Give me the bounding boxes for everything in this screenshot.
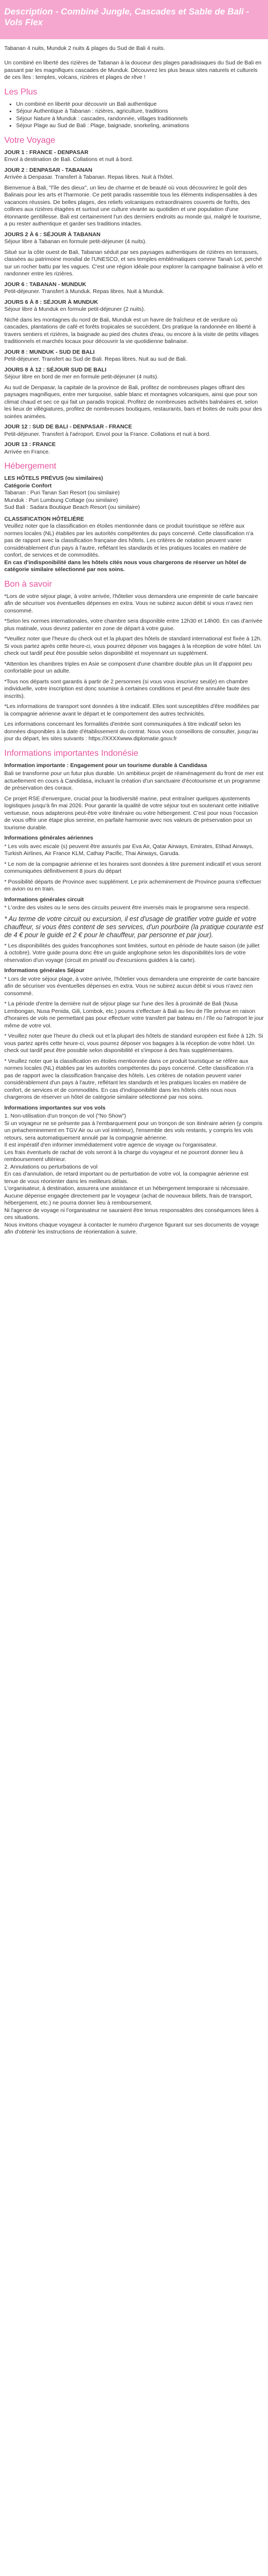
bon-paragraph: Les informations concernant les formalités d'entrée sont communiquées à titre indicatif selon les données disponibles à la date d'établissement du contrat. Nous vous conseillons de consulter, jusqu'au jour du départ, les sites suivants : https://XXXXwww.diplomatie.gouv.fr xyxy=(4,721,258,742)
info-paragraph: * La période d'entre la dernière nuit de séjour plage sur l'une des îles à proximité de Bali (Nusa Lembongan, Nusa Penida, Gili, Lombok, etc.) pourra s'effectuer à Bali au lieu de l'île prévue en raison d'horaires de vols ne permettant pas pour effectuer votre transfert par bateau en / l'île ou l'aéroport le jour même de votre vol. xyxy=(4,1001,264,1029)
day-text: Petit-déjeuner. Transfert à Munduk. Repas libres. Nuit à Munduk. xyxy=(4,289,165,295)
bon-paragraph: *Les informations de transport sont données à titre indicatif. Elles sont susceptibles d'être modifiées par la compagnie aérienne avant le départ et le comportement des autres technicités. xyxy=(4,704,259,717)
day-text: Séjour libre en bord de mer en formule petit-déjeuner (4 nuits). xyxy=(4,374,159,380)
day-title: JOUR 8 : MUNDUK - SUD DE BALI xyxy=(4,349,95,355)
day-text: Niché dans les montagnes du nord de Bali, Munduk est un havre de fraîcheur et de verdure où cascades, plantations de café et forêts tropicales se succèdent. Drs pratique la randonnée en liberté à travers sentiers et rizières, la baignade au pied des chutes d'eau, ou encore à la visite de petits villages traditionnels et marchés locaux pour découvrir la vie quotidienne balinaise. xyxy=(4,317,259,345)
day-title: JOUR 12 : SUD DE BALI - DENPASAR - FRANCE xyxy=(4,424,132,430)
bon-paragraph: *Attention les chambres triples en Asie se composent d'une chambre double plus un lit d'appoint peu confortable pour un adulte. xyxy=(4,661,252,674)
day-block xyxy=(4,441,264,456)
info-heading: Information importante : Engagement pour un tourisme durable à Candidasa xyxy=(4,762,207,769)
info-paragraph: * Au terme de votre circuit ou excursion, il est d'usage de gratifier votre guide et votre chauffeur, si vous êtes content de ses services, d'un pourboire (la pratique courante est de 4 € pour le guide et 2 € pour le chauffeur, par personne et par jour). xyxy=(4,915,264,939)
page-title: Description - Combiné Jungle, Cascades et Sable de Bali - Vols Flex xyxy=(4,7,249,27)
day-block xyxy=(4,281,264,296)
bon-paragraph: *Veuillez noter que l'heure du check out et la plupart des hôtels de standard international est fixée à 12h. Si vous partez après cette heure-ci, vous pourrez déposer vos bagages à la réception de votre hôtel. Un check out tardif peut être possible selon disponibilité et moyennant un supplément. xyxy=(4,636,262,656)
hotel-line: Sud Bali : Sadara Boutique Beach Resort (ou similaire) xyxy=(4,505,140,510)
content-body xyxy=(4,60,264,1239)
section-title-hebergement: Hébergement xyxy=(4,462,56,471)
day-block xyxy=(4,299,264,346)
plus-item: • Séjour Nature à Munduk : cascades, randonnée, villages traditionnels xyxy=(16,115,264,123)
info-heading: Informations générales Séjour xyxy=(4,968,85,974)
day-block xyxy=(4,231,264,278)
section-title-plus: Les Plus xyxy=(4,87,38,97)
info-paragraph: * L'ordre des visites ou le sens des circuits peuvent être inversés mais le programme sera respecté. xyxy=(4,905,250,911)
day-block xyxy=(4,367,264,421)
plus-item: • Séjour Authentique à Tabanan : rizières, agriculture, traditions xyxy=(16,108,264,115)
lead-text: Tabanan 4 nuits, Munduk 2 nuits & plages du Sud de Bali 4 nuits. xyxy=(4,46,165,52)
itinerary xyxy=(4,149,264,456)
day-text: Bienvenue à Bali, "l'île des dieux", un lieu de charme et de beauté où vous découvrirez le goût des Balinais pour les arts et l'harmonie. Ce petit paradis rassemble tous les éléments indispensables à des vacances réussies. De belles plages, des reliefs volcaniques extraordinaires couverts de forêts, des collines aux rizières étagées et surtout une culture vivante au quotidien et une population d'une étonnante gentillesse. Bali est certainement l'un des derniers endroits au monde qui, malgré le tourisme, a pu rester authentique et garder ses traditions intactes. xyxy=(4,185,262,227)
hotels-heading: LES HÔTELS PRÉVUS (ou similaires) xyxy=(4,476,103,481)
bon-paragraph: *Tous nos départs sont garantis à partir de 2 personnes (si vous vous inscrivez seul(e) en chambre individuelle, votre inscription est donc soumise à certaines conditions et peut être annulée faute des inscrits). xyxy=(4,678,250,699)
plus-item: • Un combiné en liberté pour découvrir un Bali authentique xyxy=(16,101,264,108)
day-text: Petit-déjeuner. Transfert à l'aéroport. Envol pour la France. Collations et nuit à bord. xyxy=(4,431,211,437)
hotel-line: Tabanan : Puri Tanan Sari Resort (ou similaire) xyxy=(4,490,120,496)
info-paragraph: * Possibilité départs de Province avec supplément. Le prix acheminement de Province pourra s'effectuer en avion ou en train. xyxy=(4,879,262,892)
classification-text: Veuillez noter que la classification en étoiles mentionnée dans ce produit touristique se réfère aux normes locales (NL) établies par les autorités compétentes du pays concerné. Cette classification n'a pas de rapport avec la classification française des hôtels. Les critères de notation peuvent varier considérablement d'un pays à l'autre, reflétant les standards et les pratiques locales en matière de confort, de services et de commodités. xyxy=(4,523,254,558)
info-paragraph: * Le nom de la compagnie aérienne et les horaires sont données à titre purement indicatif et vous seront communiquées définitivement 8 jours du départ xyxy=(4,861,262,874)
day-title: JOUR 6 : TABANAN - MUNDUK xyxy=(4,281,86,288)
day-title: JOURS 8 À 12 : SÉJOUR SUD DE BALI xyxy=(4,367,107,373)
info-paragraph: Bali se transforme pour un futur plus durable. Un ambitieux projet de réaménagement du front de mer est actuellement en cours à Candidasa, incluant la création d'un sanctuaire d'écotourisme et un programme de préservation des coraux. xyxy=(4,771,264,791)
classification-heading: CLASSIFICATION HÔTELIÈRE xyxy=(4,516,84,522)
day-text: Situé sur la côte ouest de Bali, Tabanan séduit par ses paysages authentiques de rizières en terrasses, classées au patrimoine mondial de l'UNESCO, et ses temples emblématiques comme Tanah Lot, perché sur un rocher battu par les vagues. C'est une région idéale pour explorer la campagne balinaise à vélo et randonner entre les rizières. xyxy=(4,249,263,277)
info-paragraph: * Veuillez noter que la classification en étoiles mentionnée dans ce produit touristique se réfère aux normes locales (NL) établies par les autorités compétentes du pays concerné. Cette classification n'a pas de rapport avec la classification française des hôtels. Les critères de notation peuvent varier considérablement d'un pays à l'autre, reflétant les standards et les pratiques locales en matière de confort, de services et de commodités. En cas d'indisponibilité dans les hôtels cités nous nous chargerons de réserver un hôtel de catégorie similaire sélectionné par nos soins. xyxy=(4,1058,254,1100)
day-text: Petit-déjeuner. Transfert au Sud de Bali. Repas libres. Nuit au sud de Bali. xyxy=(4,356,187,362)
day-block xyxy=(4,424,264,438)
hotel-line: Munduk : Puri Lumbung Cottage (ou similaire) xyxy=(4,497,118,503)
plus-item: • Séjour Plage au Sud de Bali : Plage, baignade, snorkeling, animations xyxy=(16,122,264,130)
plus-list xyxy=(4,101,264,130)
day-block xyxy=(4,149,264,164)
section-title-infos: Informations importantes Indonésie xyxy=(4,748,138,758)
section-title-bon: Bon à savoir xyxy=(4,579,52,589)
day-title: JOURS 2 À 6 : SÉJOUR À TABANAN xyxy=(4,231,101,238)
day-title: JOUR 13 : FRANCE xyxy=(4,442,56,448)
bon-paragraph: *Selon les normes internationales, votre chambre sera disponible entre 12h30 et 14h00. En cas d'arrivée plus matinale, vous devrez patienter en zone de départ à votre guise. xyxy=(4,618,263,632)
day-block xyxy=(4,167,264,228)
info-heading: Informations générales aériennes xyxy=(4,835,93,841)
day-title: JOUR 2 : DENPASAR - TABANAN xyxy=(4,167,93,173)
title-banner xyxy=(0,0,268,39)
info-paragraph: * Les disponibilités des guides francophones sont limitées, surtout en période de haute saison (de juillet à octobre). Votre guide pourra donc être un guide anglophone selon les disponibilités lors de votre réservation d'un voyage (circuit en privatif ou d'excursions guidées à la carte). xyxy=(4,943,259,964)
info-paragraph: 1. Non-utilisation d'un tronçon de vol ("No Show") Si un voyageur ne se présente pas à l'embarquement pour un tronçon de son itinéraire aérien (y compris un préacheminement en TGV Air ou un vol intérieur), l'ensemble des vols restants, y compris les vols retours, sera automatiquement annulé par la compagnie aérienne. Il est impératif d'en informer immédiatement votre agence de voyage ou l'organisateur. Les frais éventuels de rachat de vols seront à la charge du voyageur et ne pourront donner lieu à remboursement ultérieur. 2. Annulations ou perturbations de vol En cas d'annulation, de retard important ou de perturbation de votre vol, la compagnie aérienne est tenue de vous réorienter dans les meilleurs délais. L'organisateur, à destination, assurera une assistance et un hébergement temporaire si nécessaire. Aucune dépense engagée directement par le voyageur (achat de nouveaux billets, frais de transport, hébergement, etc.) ne pourra donner lieu à remboursement. Ni l'agence de voyage ni l'organisateur ne sauraient être tenus responsables des conséquences liées à ces situations. Nous invitons chaque voyageur à contacter le numéro d'urgence figurant sur ses documents de voyage afin d'obtenir les instructions de réorientation à suivre. xyxy=(4,1113,263,1235)
info-paragraph: * Lors de votre séjour plage, à votre arrivée, l'hôtelier vous demandera une empreinte de carte bancaire afin de sécuriser vos éventuelles dépenses en extra. Vous ne subirez aucun débit si vous n'avez rien consommé. xyxy=(4,976,260,997)
section-title-voyage: Votre Voyage xyxy=(4,135,56,145)
day-title: JOUR 1 : FRANCE - DENPASAR xyxy=(4,149,88,156)
bon-paragraph: *Lors de votre séjour plage, à votre arrivée, l'hôtelier vous demandera une empreinte de carte bancaire afin de sécuriser vos éventuelles dépenses en extra. Vous ne subirez aucun débit si vous n'avez rien consommé. xyxy=(4,593,258,614)
day-text: Arrivée à Denpasar. Transfert à Tabanan. Repas libres. Nuit à l'hôtel. xyxy=(4,174,174,180)
day-text: Au sud de Denpasar, la capitale de la province de Bali, profitez de nombreuses plages offrant des paysages magnifiques, entre mer turquoise, sable blanc et montagnes volcaniques, ainsi que pour son climat chaud et sec ce qui fait un paradis tropical. Profitez de nombreuses activités balnéaires et, selon les lieux de villégiatures, profitez de nombreuses boutiques, restaurants, bars et boites de nuits pour des soirées animées. xyxy=(4,384,262,420)
info-paragraph: * Veuillez noter que l'heure du check out et la plupart des hôtels de standard européen est fixée à 12h. Si vous partez après cette heure-ci, vous pourrez déposer vos bagages à la réception de votre hôtel. Un check out tardif peut être possible selon disponibilité et s'impose à des frais supplémentaires. xyxy=(4,1033,263,1054)
info-heading: Informations importantes sur vos vols xyxy=(4,1105,106,1111)
info-paragraph: * Les vols avec escale (s) peuvent être assurés par Eva Air, Qatar Airways, Emirates, Etihad Airways, Turkish Airlines, Air France KLM, Cathay Pacific, Thai Airways, Garuda. xyxy=(4,843,254,857)
day-text: Envol à destination de Bali. Collations et nuit à bord. xyxy=(4,157,133,163)
day-text: Séjour libre à Munduk en formule petit-déjeuner (2 nuits). xyxy=(4,307,145,312)
day-text: Séjour libre à Tabanan en formule petit-déjeuner (4 nuits). xyxy=(4,239,147,245)
classification-note: En cas d'indisponibilité dans les hôtels cités nous vous chargerons de réserver un hôtel de catégorie similaire sélectionné par nos soins. xyxy=(4,559,247,573)
hotel-category: Catégorie Confort xyxy=(4,483,52,489)
info-paragraph: Ce projet RSE d'envergure, crucial pour la biodiversité marine, peut entraîner quelques ajustements logistiques jusqu'à fin mai 2026. Pour garantir la qualité de votre séjour tout en soutenant cette initiative vertueuse, nous adapterons peut-être votre itinéraire ou votre hébergement. C'est pour nous l'occasion de vous offrir une étape plus sereine, en parfaite harmonie avec nos valeurs de préservation pour un tourisme durable. xyxy=(4,796,259,831)
intro-paragraph: Un combiné en liberté des rizières de Tabanan à la douceur des plages paradisiaques du Sud de Bali en passant par les magnifiques cascades de Munduk. Découvrez les plus beaux sites naturels et culturels de ces îles : temples, volcans, rizières et plages de rêve ! xyxy=(4,60,262,81)
day-text: Arrivée en France. xyxy=(4,449,50,455)
info-heading: Informations générales circuit xyxy=(4,896,84,903)
day-block xyxy=(4,349,264,363)
day-title: JOURS 6 À 8 : SÉJOUR À MUNDUK xyxy=(4,299,98,305)
